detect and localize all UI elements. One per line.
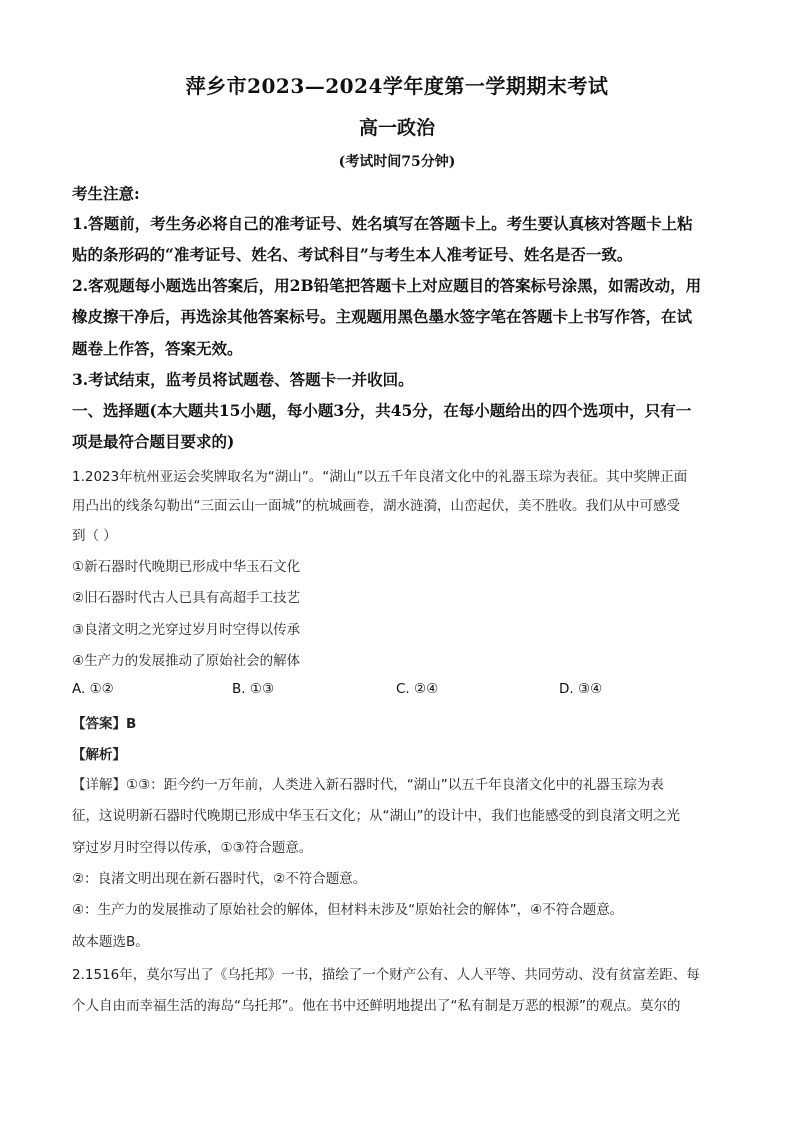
detail-line: ②：良渚文明出现在新石器时代，②不符合题意。 — [72, 871, 367, 887]
question-stem: 用凸出的线条勾勒出“三面云山一面城”的杭城画卷，湖水涟漪，山峦起伏，美不胜收。我们从中可感受 — [72, 498, 680, 514]
statement-item: ①新石器时代晚期已形成中华玉石文化 — [72, 559, 301, 575]
option-c: C. ②④ — [396, 681, 439, 697]
statement-item: ②旧石器时代古人已具有高超手工技艺 — [72, 590, 301, 606]
notice-line: 题卷上作答，答案无效。 — [72, 339, 243, 358]
detail-line: ④：生产力的发展推动了原始社会的解体，但材料未涉及“原始社会的解体”，④不符合题意。 — [72, 902, 624, 918]
option-b: B. ①③ — [232, 681, 275, 697]
option-d: D. ③④ — [559, 681, 603, 697]
statement-item: ③良渚文明之光穿过岁月时空得以传承 — [72, 622, 301, 638]
notice-heading: 考生注意: — [72, 184, 140, 203]
answer-label: 【答案】B — [72, 716, 137, 732]
detail-line: 穿过岁月时空得以传承，①③符合题意。 — [72, 840, 313, 856]
exam-duration: (考试时间75分钟) — [338, 154, 456, 170]
analysis-label: 【解析】 — [72, 747, 126, 763]
section-heading: 项是最符合题目要求的) — [72, 432, 235, 451]
question-stem: 2.1516年，莫尔写出了《乌托邦》一书，描绘了一个财产公有、人人平等、共同劳动、没有贫富差距、每 — [72, 967, 700, 983]
question-stem: 个人自由而幸福生活的海岛“乌托邦”。他在书中还鲜明地提出了“私有制是万恶的根源”的观点。莫尔的 — [72, 998, 681, 1014]
subject-title: 高一政治 — [358, 117, 435, 139]
notice-line: 橡皮擦干净后，再选涂其他答案标号。主观题用黑色墨水签字笔在答题卡上书写作答，在试 — [72, 307, 693, 326]
option-a: A. ①② — [72, 681, 114, 697]
notice-line: 3.考试结束，监考员将试题卷、答题卡一并收回。 — [72, 370, 414, 389]
detail-line: 故本题选B。 — [72, 934, 149, 950]
question-stem: 到（ ） — [72, 528, 117, 544]
section-heading: 一、选择题(本大题共15小题，每小题3分，共45分，在每小题给出的四个选项中，只有一 — [72, 401, 692, 420]
statement-item: ④生产力的发展推动了原始社会的解体 — [72, 653, 301, 669]
notice-line: 贴的条形码的“准考证号、姓名、考试科目”与考生本人准考证号、姓名是否一致。 — [72, 245, 633, 264]
detail-line: 【详解】①③：距今约一万年前，人类进入新石器时代，“湖山”以五千年良渚文化中的礼器玉琮为表 — [72, 777, 664, 793]
exam-title: 萍乡市2023—2024学年度第一学期期末考试 — [185, 74, 609, 98]
question-stem: 1.2023年杭州亚运会奖牌取名为“湖山”。“湖山”以五千年良渚文化中的礼器玉琮为表征。其中奖牌正面 — [72, 469, 688, 485]
notice-line: 2.客观题每小题选出答案后，用2B铅笔把答题卡上对应题目的答案标号涂黑，如需改动，用 — [72, 276, 702, 295]
detail-line: 征，这说明新石器时代晚期已形成中华玉石文化；从“湖山”的设计中，我们也能感受的到良渚文明之光 — [72, 808, 680, 824]
notice-line: 1.答题前，考生务必将自己的准考证号、姓名填写在答题卡上。考生要认真核对答题卡上粘 — [72, 214, 693, 233]
